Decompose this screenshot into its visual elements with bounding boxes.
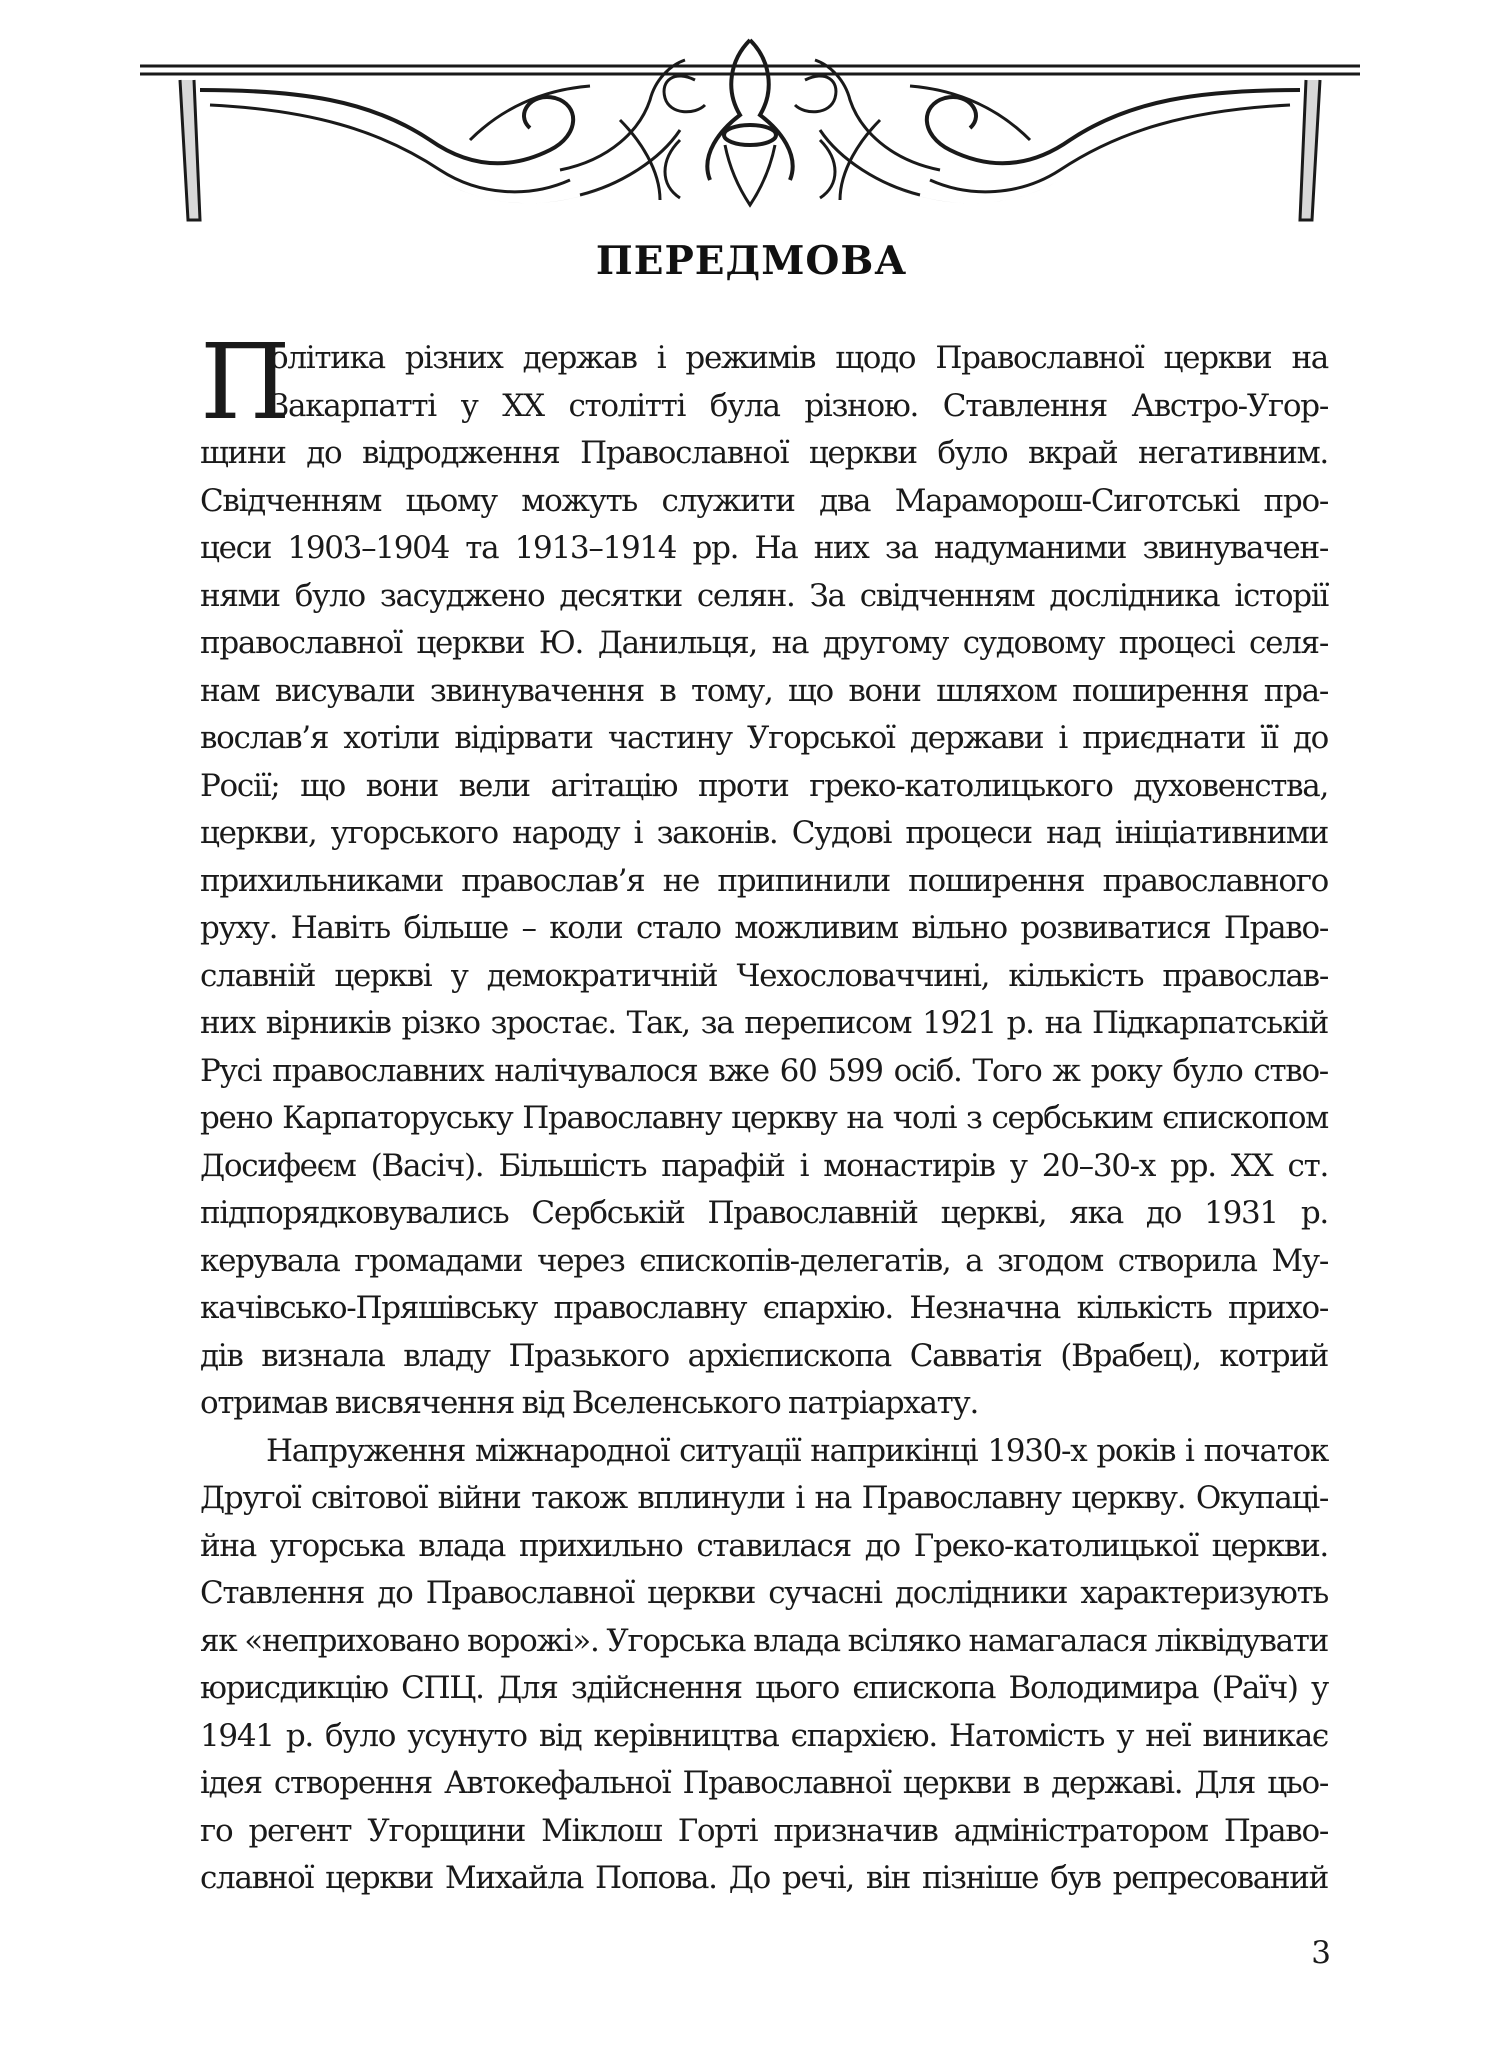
text-line: руху. Навіть більше – коли стало можливим вільно розвиватися Право- (200, 910, 1328, 946)
text-line: Другої світової війни також вплинули і на Православну церкву. Окупаці- (200, 1480, 1328, 1516)
text-line: як «неприховано ворожі». Угорська влада всіляко намагалася ліквідувати (200, 1622, 1328, 1659)
text-line: славній церкві у демократичній Чехословаччині, кількість православ- (200, 957, 1328, 994)
paragraph-2 (200, 1428, 1328, 1903)
text-line: вослав’я хотіли відірвати частину Угорської держави і приєднати її до (200, 720, 1328, 756)
text-line: дів визнала владу Празького архієпископа Савватія (Врабец), котрий (200, 1337, 1328, 1374)
text-line: нями було засуджено десятки селян. За свідченням дослідника історії (200, 577, 1328, 614)
text-line: Досифеєм (Васіч). Більшість парафій і монастирів у 20–30-х рр. ХХ ст. (200, 1147, 1328, 1184)
text-line: рено Карпаторуську Православну церкву на чолі з сербським єпископом (200, 1100, 1328, 1136)
text-line: йна угорська влада прихильно ставилася до Греко-католицької церкви. (200, 1527, 1328, 1564)
text-line: ідея створення Автокефальної Православної церкви в державі. Для цьо- (200, 1765, 1328, 1801)
text-line: Свідченням цьому можуть служити два Мараморош-Сиготські про- (200, 482, 1328, 519)
text-line: 1941 р. було усунуто від керівництва єпархією. Натомість у неї виникає (200, 1717, 1328, 1754)
text-line: юрисдикцію СПЦ. Для здійснення цього єпископа Володимира (Раїч) у (200, 1670, 1328, 1706)
text-line: них вірників різко зростає. Так, за переписом 1921 р. на Підкарпатській (200, 1005, 1328, 1041)
page-title: ПЕРЕДМОВА (595, 238, 908, 284)
text-line: Закарпатті у ХХ столітті була різною. Ставлення Австро-Угор- (270, 387, 1328, 424)
text-line: церкви, угорського народу і законів. Судові процеси над ініціативними (200, 815, 1328, 851)
text-line: го регент Угорщини Міклош Горті призначив адміністратором Право- (200, 1812, 1328, 1849)
text-line: підпорядковувались Сербській Православній церкві, яка до 1931 р. (200, 1195, 1328, 1231)
page-number: 3 (1311, 1935, 1331, 1971)
text-line: олітика різних держав і режимів щодо Православної церкви на (270, 340, 1328, 376)
ornamental-header-icon (140, 20, 1360, 230)
text-line: отримав висвячення від Вселенського патріархату. (200, 1385, 979, 1421)
text-line: Росії; що вони вели агітацію проти греко-католицького духовенства, (200, 767, 1328, 804)
text-line: керувала громадами через єпископів-делегатів, а згодом створила Му- (200, 1242, 1328, 1279)
text-line: славної церкви Михайла Попова. До речі, він пізніше був репресований (200, 1860, 1328, 1896)
body-text (200, 321, 1328, 1903)
text-line: Русі православних налічувалося вже 60 599 осіб. Того ж року було ство- (200, 1052, 1328, 1089)
text-line: качівсько-Пряшівську православну єпархію. Незначна кількість прихо- (200, 1290, 1328, 1326)
text-line: прихильниками православ’я не припинили поширення православного (200, 862, 1328, 899)
text-line: щини до відродження Православної церкви було вкрай негативним. (200, 435, 1328, 471)
text-line: нам висували звинувачення в тому, що вони шляхом поширення пра- (200, 672, 1328, 709)
drop-cap: П (200, 321, 291, 443)
paragraph-1 (200, 321, 1328, 1428)
text-line: Ставлення до Православної церкви сучасні дослідники характеризують (200, 1575, 1328, 1611)
text-line: Напруження міжнародної ситуації наприкінці 1930-х років і початок (266, 1432, 1328, 1469)
text-line: православної церкви Ю. Данильця, на другому судовому процесі селя- (200, 625, 1328, 661)
text-line: цеси 1903–1904 та 1913–1914 рр. На них за надуманими звинувачен- (200, 530, 1328, 566)
